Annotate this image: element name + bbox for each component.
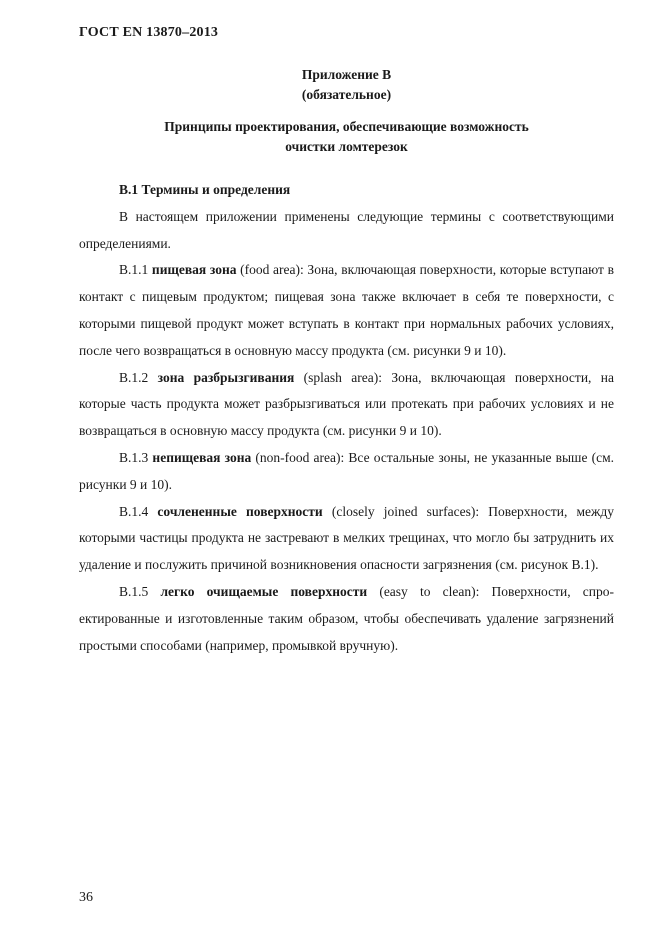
term-paragraph — [79, 365, 614, 445]
term-name: пищевая зона — [151, 262, 237, 278]
term-definition: (food area): Зона, включающая поверхности, которые вступают в контакт с пищевым продуктом; пищевая зона также включает в себя те поверхности, с которыми пищевой продукт может вступать в контакт при нормальных рабочих условиях, после чего возвращаться в основную массу продукта (см. рисунки 9 и 10). — [79, 262, 614, 358]
appendix-label: Приложение В — [301, 67, 392, 82]
appendix-title-line2: очистки ломтерезок — [285, 139, 408, 154]
term-definition: (easy to clean): Поверхности, спроектированные и изготовленные таким образом, чтобы обеспечивать удаление загрязнений простыми способами (например, промывкой вручную). — [79, 583, 615, 653]
term-name: легко очищаемые поверхности — [160, 583, 368, 599]
term-number: В.1.5 — [119, 583, 161, 599]
term-number: В.1.4 — [119, 503, 158, 519]
appendix-heading — [79, 65, 614, 105]
term-number: В.1.2 — [119, 369, 158, 385]
term-name: зона разбрызгивания — [157, 369, 295, 385]
section-heading: В.1 Термины и определения — [119, 182, 291, 197]
document-body — [79, 177, 614, 659]
section-intro: В настоящем приложении применены следующие термины с соответствующими определениями. — [79, 208, 614, 251]
term-paragraph — [79, 257, 614, 364]
standard-header: ГОСТ EN 13870–2013 — [79, 25, 219, 40]
appendix-title-line1: Принципы проектирования, обеспечивающие возможность — [164, 119, 529, 134]
term-paragraph — [79, 579, 614, 659]
term-definition: (non-food area): Все остальные зоны, не указанные выше (см. рисунки 9 и 10). — [79, 449, 614, 492]
term-name: непищевая зона — [152, 449, 252, 465]
term-paragraph — [79, 499, 614, 579]
appendix-status: (обязательное) — [301, 87, 392, 102]
term-number: В.1.3 — [119, 449, 153, 465]
term-definition: (closely joined surfaces): Поверхности, между которыми частицы продукта не застревают в мелких трещинах, что могло бы затруднить их удаление и послужить причиной возникновения опасности загрязнения (см. рисунок В.1). — [79, 503, 614, 573]
appendix-title — [79, 117, 614, 157]
term-number: В.1.1 — [119, 262, 152, 278]
term-definition: (splash area): Зона, включающая поверхности, на которые часть продукта может разбрызгиваться или протекать при рабочих условиях и не возвращаться в основную массу продукта (см. рисунки 9 и 10). — [79, 369, 614, 439]
term-paragraph — [79, 445, 614, 499]
term-name: сочлененные поверхности — [157, 503, 323, 519]
page-number: 36 — [79, 890, 93, 905]
